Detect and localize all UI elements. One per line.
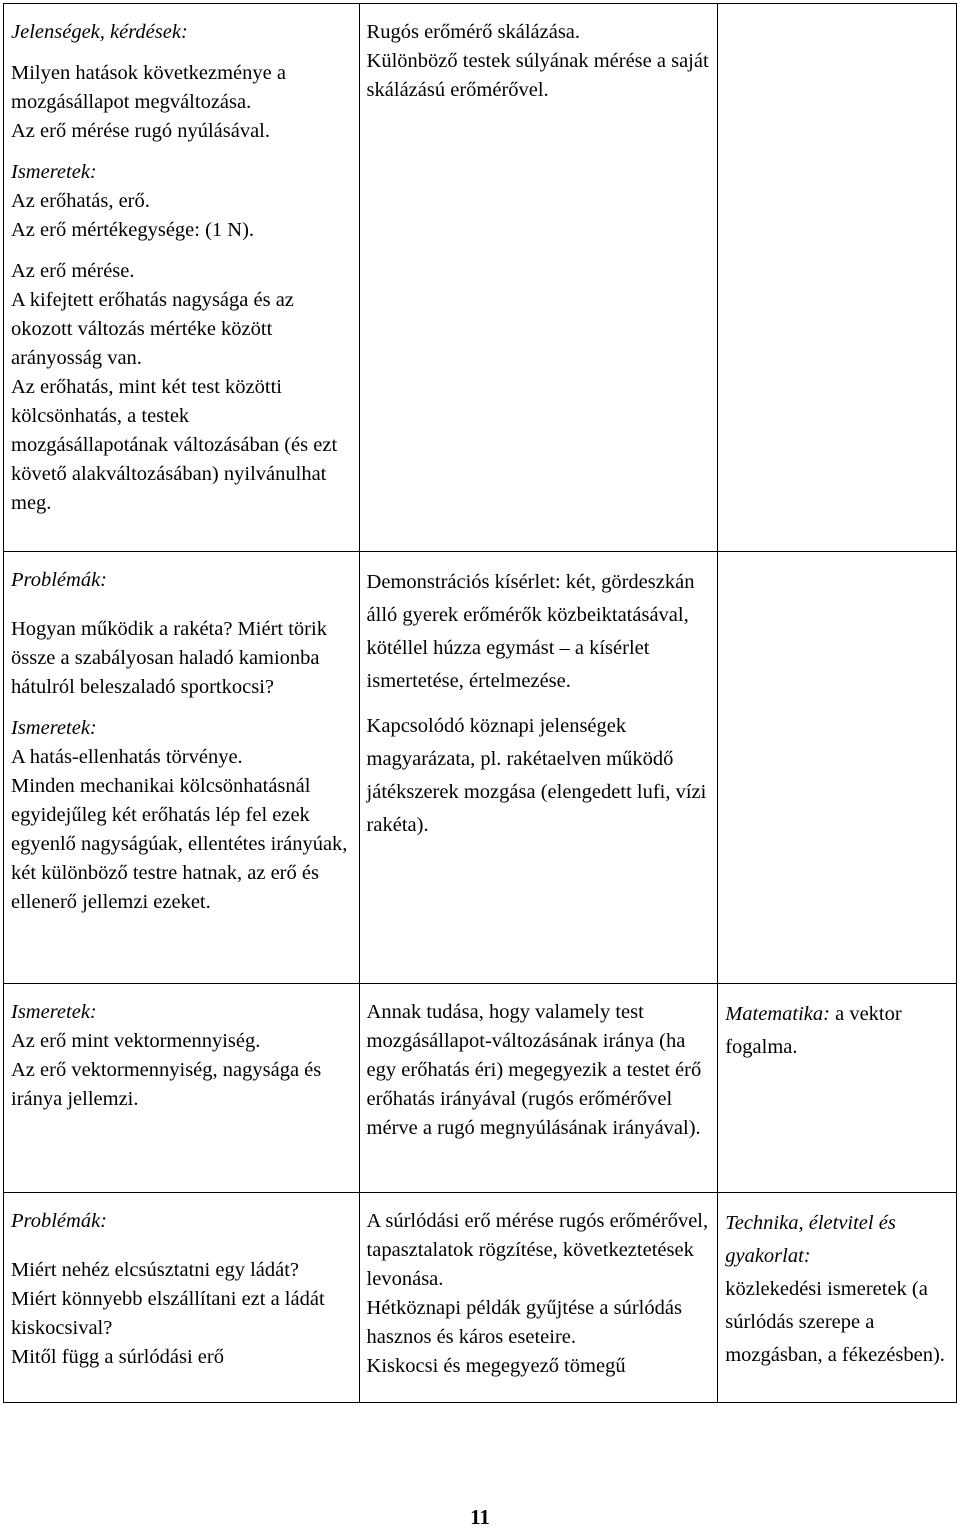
table-row: [4, 984, 957, 1193]
text-block: A súrlódási erő mérése rugós erőmérővel, tapasztalatok rögzítése, következtetések levonása.: [366, 1210, 709, 1290]
text-block: Az erő mérése rugó nyúlásával.: [11, 120, 270, 142]
text-block: Különböző testek súlyának mérése a saját skálázású erőmérővel.: [366, 50, 709, 101]
text-block: Az erő mérése.: [11, 260, 135, 282]
text-block: Az erőhatás, erő.: [11, 190, 150, 212]
connections-cell: [718, 4, 957, 552]
text-block: Rugós erőmérő skálázása.: [366, 21, 581, 43]
section-heading: Jelenségek, kérdések:: [11, 21, 188, 43]
text-block: Demonstrációs kísérlet: két, gördeszkán álló gyerek erőmérők közbeiktatásával, kötéllel húzza egymást – a kísérlet ismertetése, értelmezése.: [366, 571, 695, 692]
section-heading: Problémák:: [11, 1210, 108, 1232]
section-heading: Problémák:: [11, 569, 108, 591]
text-block: Kapcsolódó köznapi jelenségek magyarázata, pl. rakétaelven működő játékszerek mozgása (elengedett lufi, vízi rakéta).: [366, 715, 707, 836]
section-heading: Ismeretek:: [11, 161, 97, 183]
table-row: [4, 552, 957, 984]
text-block: Hétköznapi példák gyűjtése a súrlódás hasznos és káros eseteire.: [366, 1297, 682, 1348]
text-block: Milyen hatások következménye a mozgásállapot megváltozása.: [11, 62, 286, 113]
table-row: [4, 1193, 957, 1403]
text-block: Minden mechanikai kölcsönhatásnál egyidejűleg két erőhatás lép fel ezek egyenlő nagyságúak, ellentétes irányúak, két különböző testre hatnak, az erő és ellenerő jellemzi ezeket.: [11, 775, 348, 913]
text-block: Miért könnyebb elszállítani ezt a ládát kiskocsival?: [11, 1288, 325, 1339]
activities-cell: [359, 552, 718, 984]
activities-cell: [359, 1193, 718, 1403]
activities-cell: [359, 4, 718, 552]
phenomena-cell: [4, 1193, 360, 1403]
text-block: Az erő vektormennyiség, nagysága és iránya jellemzi.: [11, 1059, 322, 1110]
curriculum-table: [3, 3, 957, 1403]
page-number: 11: [470, 1505, 490, 1529]
connections-cell: [718, 552, 957, 984]
text-block: Az erő mértékegysége: (1 N).: [11, 219, 255, 241]
subject-label: Matematika:: [725, 1003, 830, 1025]
phenomena-cell: [4, 4, 360, 552]
text-block: Miért nehéz elcsúsztatni egy ládát?: [11, 1259, 300, 1281]
connections-cell: [718, 984, 957, 1193]
text-block: Mitől függ a súrlódási erő: [11, 1346, 224, 1368]
subject-label: Technika, életvitel és gyakorlat:: [725, 1212, 896, 1267]
subject-text: közlekedési ismeretek (a súrlódás szerepe a mozgásban, a fékezésben).: [725, 1278, 945, 1366]
connections-cell: [718, 1193, 957, 1403]
subject-text: a vektor fogalma.: [725, 1003, 902, 1058]
text-block: Annak tudása, hogy valamely test mozgásállapot-változásának iránya (ha egy erőhatás éri) megegyezik a testet érő erőhatás irányával (rugós erőmérővel mérve a rugó megnyúlásának irányával).: [366, 1001, 702, 1139]
text-block: A hatás-ellenhatás törvénye.: [11, 746, 243, 768]
text-block: Kiskocsi és megegyező tömegű: [366, 1355, 626, 1377]
section-heading: Ismeretek:: [11, 717, 97, 739]
section-heading: Ismeretek:: [11, 1001, 97, 1023]
phenomena-cell: [4, 552, 360, 984]
text-block: Az erőhatás, mint két test közötti kölcsönhatás, a testek mozgásállapotának változásában (és ezt követő alakváltozásában) nyilvánulhat meg.: [11, 376, 338, 514]
table-row: [4, 4, 957, 552]
text-block: Az erő mint vektormennyiség.: [11, 1030, 261, 1052]
phenomena-cell: [4, 984, 360, 1193]
text-block: A kifejtett erőhatás nagysága és az okozott változás mértéke között arányosság van.: [11, 289, 294, 369]
activities-cell: [359, 984, 718, 1193]
text-block: Hogyan működik a rakéta? Miért törik össze a szabályosan haladó kamionba hátulról beleszaladó sportkocsi?: [11, 618, 327, 698]
